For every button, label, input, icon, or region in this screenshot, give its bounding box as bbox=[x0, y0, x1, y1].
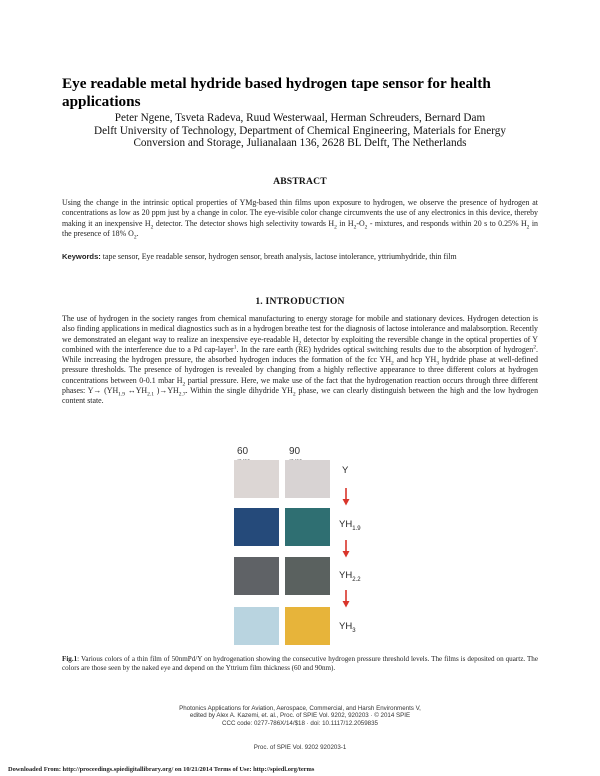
introduction-text: The use of hydrogen in the society ranges from chemical manufacturing to energy storage for mobile and stationary devices. Hydrogen detection is also finding applications in medical diagnostics such as in a hydrogen breathe test for the diagnosis of lactose intolerance and malabsorption. Recently we demonstrated an elegant way to realize an inexpensive eye-readable $H_2$ detector by exploiting the reversible change in the optical properties of Y combined with the interference due to a Pd cap-layer$^1$. In the rare earth (RE) hydrides optical switching results due to the absorption of hydrogen$^2$. While increasing the hydrogen pressure, the absorbed hydrogen induces the formation of the fcc $YH_2$ and hcp $YH_3$ hydride phase at well-defined pressure thresholds. The presence of hydrogen is revealed by changing from a highly reflective appearance to three different colors at hydrogen concentrations between 0-0.1 mbar $H_2$ partial pressure. Here, we make use of the fact that the hydrogenation reaction occurs through three different phases: $Y\to (YH_{1.9}$ $\leftrightarrow YH_{2.1}$ )$\to YH_{2.7}$. Within the single dihydride $YH_2$ phase, we can clearly distinguish between the high and the low hydrogen content state. bbox=[62, 314, 539, 406]
author-names: Peter Ngene, Tsveta Radeva, Ruud Westerwaal, Herman Schreuders, Bernard Dam bbox=[114, 112, 486, 124]
swatch-yh3-60nm bbox=[234, 607, 279, 645]
page-number: Proc. of SPIE Vol. 9202 920203-1 bbox=[253, 744, 347, 751]
citation-footer bbox=[0, 705, 600, 727]
footer-line-2: edited by Alex A. Kazemi, et. al., Proc. of SPIE Vol. 9202, 920203 · © 2014 SPIE bbox=[189, 712, 411, 720]
swatch-y-60nm bbox=[234, 460, 279, 498]
column-header-90nm: 90 bbox=[289, 446, 301, 457]
affiliation-line-1: Delft University of Technology, Department of Chemical Engineering, Materials for Energy bbox=[94, 124, 506, 137]
affiliation-line-2: Conversion and Storage, Julianalaan 136, 2628 BL Delft, The Netherlands bbox=[133, 137, 467, 149]
phase-label-yh3: $YH_3$ bbox=[339, 621, 356, 634]
swatch-yh19-90nm bbox=[285, 508, 330, 546]
abstract-heading: ABSTRACT bbox=[273, 176, 327, 187]
abstract-text: Using the change in the intrinsic optical properties of YMg-based thin films upon exposure to hydrogen, we observe the presence of hydrogen at concentrations as low as 20 ppm just by a change in color. The eye-visible color change circumvents the use of any electronics in this device, thereby making it an inexpensive $H_2$ detector. The detector shows high selectivity towards $H_2$ in $H_2-O_2$ - mixtures, and responds within 20 s to 0.25% $H_2$ in the presence of 18% $O_2$. bbox=[62, 198, 538, 241]
swatch-yh3-90nm bbox=[285, 607, 330, 645]
figure-caption: Fig.1: Various colors of a thin film of 50nmPd/Y on hydrogenation showing the consecutive hydrogen pressure threshold levels. The films is deposited on quartz. The colors are those seen by the naked eye and depend on the Yttrium film thickness (60 and 90nm). bbox=[62, 655, 538, 672]
swatch-yh22-90nm bbox=[285, 557, 330, 595]
footer-line-1: Photonics Applications for Aviation, Aerospace, Commercial, and Harsh Environments V, bbox=[179, 705, 421, 712]
caption-label: Fig.1 bbox=[62, 655, 78, 663]
arrow-down-icon bbox=[342, 590, 345, 608]
arrow-down-icon bbox=[342, 488, 345, 506]
swatch-yh19-60nm bbox=[234, 508, 279, 546]
swatch-yh22-60nm bbox=[234, 557, 279, 595]
column-header-60nm: 60 bbox=[237, 446, 249, 457]
phase-label-yh19: $YH_{1.9}$ bbox=[339, 519, 361, 532]
paper-title: Eye readable metal hydride based hydrogen tape sensor for health applications bbox=[62, 75, 491, 110]
arrow-down-icon bbox=[342, 540, 345, 558]
author-block bbox=[0, 112, 600, 150]
introduction-heading: 1. INTRODUCTION bbox=[255, 296, 345, 307]
phase-label-yh22: $YH_{2.2}$ bbox=[339, 570, 361, 583]
phase-label-y: Y bbox=[342, 465, 349, 476]
keywords-label: Keywords: bbox=[62, 252, 101, 261]
footer-line-3: CCC code: 0277-786X/14/$18 · doi: 10.1117/12.2059835 bbox=[222, 719, 378, 727]
swatch-y-90nm bbox=[285, 460, 330, 498]
keywords: Keywords: tape sensor, Eye readable sensor, hydrogen sensor, breath analysis, lactose intolerance, yttriumhydride, thin film bbox=[62, 252, 457, 261]
download-notice: Downloaded From: http://proceedings.spiedigitallibrary.org/ on 10/21/2014 Terms of Use: http://spiedl.org/terms bbox=[8, 766, 315, 773]
